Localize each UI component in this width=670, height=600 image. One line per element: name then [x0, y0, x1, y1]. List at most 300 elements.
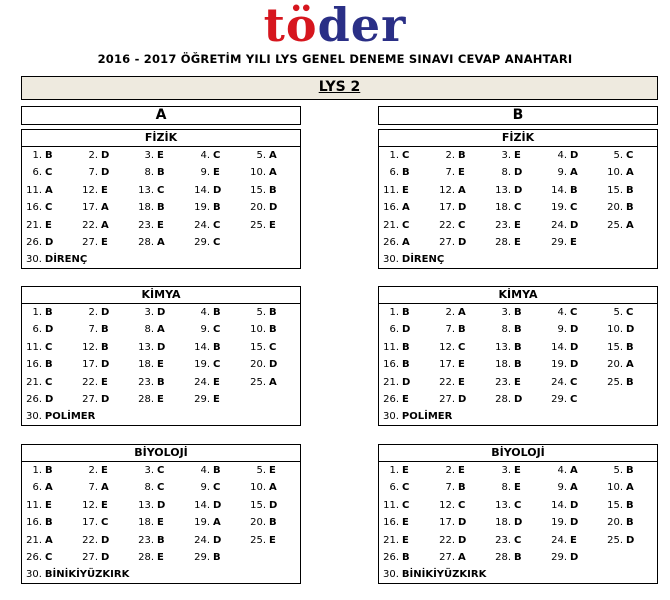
question-number: 3. [144, 150, 154, 161]
answer-cell [379, 234, 435, 251]
section-title: KİMYA [22, 287, 300, 304]
question-number: 30. [26, 569, 42, 581]
answer-letter: D [269, 499, 278, 511]
answer-cell [491, 374, 547, 391]
answer-cell [190, 532, 246, 549]
answer-cell [379, 479, 435, 496]
answer-cell [379, 549, 435, 566]
answer-cell [435, 532, 491, 549]
answer-cell [246, 147, 302, 164]
answer-row [379, 391, 657, 408]
question-number: 14. [551, 184, 567, 196]
answer-cell [190, 182, 246, 199]
answer-letter: E [213, 393, 220, 405]
question-number: 20. [607, 359, 623, 371]
answer-row [379, 462, 657, 479]
open-ended-answer [22, 566, 300, 583]
exam-label: LYS 2 [318, 79, 361, 95]
question-number: 18. [138, 359, 154, 371]
answer-cell [603, 479, 659, 496]
question-number: 21. [383, 219, 399, 231]
section-title: FİZİK [379, 130, 657, 147]
question-number: 6. [389, 167, 399, 179]
question-number: 28. [138, 551, 154, 563]
answer-letter: D [213, 184, 222, 196]
answer-row [22, 532, 300, 549]
answer-cell [379, 147, 435, 164]
answer-letter: E [402, 465, 409, 476]
answer-cell [491, 147, 547, 164]
answer-letter: B [458, 150, 466, 161]
question-number: 25. [250, 534, 266, 546]
answer-cell [78, 182, 134, 199]
answer-letter: D [101, 359, 110, 371]
answer-letter: A [101, 482, 109, 494]
answer-cell [22, 164, 78, 181]
answer-cell [134, 462, 190, 479]
answer-cell [78, 549, 134, 566]
answer-row [22, 462, 300, 479]
answer-letter: A [157, 324, 165, 336]
question-number: 28. [138, 236, 154, 248]
answer-cell [491, 497, 547, 514]
question-number: 9. [200, 167, 210, 179]
answer-letter: C [45, 376, 53, 388]
answer-letter: A [101, 202, 109, 214]
answer-cell [491, 532, 547, 549]
answer-letter: C [157, 184, 165, 196]
question-number: 15. [607, 184, 623, 196]
answer-cell [78, 199, 134, 216]
answer-row [379, 479, 657, 496]
answer-cell [491, 234, 547, 251]
question-number: 27. [82, 236, 98, 248]
answer-letter: C [570, 393, 578, 405]
section-title: BİYOLOJİ [22, 445, 300, 462]
answer-letter: B [157, 376, 165, 388]
answer-cell [246, 479, 302, 496]
question-number: 19. [551, 202, 567, 214]
answer-cell [435, 549, 491, 566]
question-number: 12. [82, 184, 98, 196]
answer-cell [134, 497, 190, 514]
answer-text: POLİMER [401, 411, 453, 423]
question-number: 14. [551, 341, 567, 353]
answer-row [379, 374, 657, 391]
answer-row [22, 514, 300, 531]
answer-letter: B [213, 551, 221, 563]
answer-cell [22, 514, 78, 531]
answer-cell [547, 321, 603, 338]
question-number: 22. [82, 376, 98, 388]
answer-letter: B [157, 167, 165, 179]
answer-letter: E [101, 376, 108, 388]
answer-row [379, 339, 657, 356]
answer-cell [78, 497, 134, 514]
question-number: 19. [194, 517, 210, 529]
answer-cell [134, 164, 190, 181]
question-number: 5. [256, 465, 266, 476]
answer-cell [435, 497, 491, 514]
question-number: 11. [26, 341, 42, 353]
question-number: 19. [551, 517, 567, 529]
answer-letter: C [514, 499, 522, 511]
question-number: 27. [439, 393, 455, 405]
answer-cell [134, 532, 190, 549]
answer-letter: D [458, 202, 467, 214]
question-number: 29. [551, 551, 567, 563]
question-number: 13. [495, 499, 511, 511]
question-number: 18. [495, 202, 511, 214]
answer-cell [547, 147, 603, 164]
answer-cell [78, 391, 134, 408]
question-number: 7. [88, 482, 98, 494]
question-number: 27. [82, 393, 98, 405]
question-number: 9. [557, 482, 567, 494]
question-number: 3. [501, 307, 511, 318]
answer-cell [190, 514, 246, 531]
question-number: 26. [26, 236, 42, 248]
answer-cell [78, 304, 134, 321]
answer-cell [78, 234, 134, 251]
question-number: 10. [607, 482, 623, 494]
answer-cell [547, 549, 603, 566]
answer-letter: E [101, 465, 108, 476]
answer-cell [190, 391, 246, 408]
answer-letter: C [458, 219, 466, 231]
answer-cell [603, 147, 659, 164]
answer-cell [379, 164, 435, 181]
question-number: 15. [250, 499, 266, 511]
question-number: 23. [495, 219, 511, 231]
answer-cell [134, 304, 190, 321]
question-number: 18. [138, 517, 154, 529]
answer-row [379, 234, 657, 251]
answer-cell [603, 374, 659, 391]
answer-cell [22, 497, 78, 514]
question-number: 13. [138, 341, 154, 353]
answer-cell [379, 199, 435, 216]
answer-letter: C [626, 150, 634, 161]
answer-cell [246, 199, 302, 216]
answer-cell [379, 356, 435, 373]
answer-letter: E [157, 517, 164, 529]
answer-cell [22, 532, 78, 549]
answer-cell [134, 391, 190, 408]
answer-cell [246, 532, 302, 549]
answer-letter: C [402, 482, 410, 494]
question-number: 15. [607, 341, 623, 353]
answer-letter: E [157, 393, 164, 405]
question-number: 29. [551, 236, 567, 248]
answer-row [22, 164, 300, 181]
answer-cell [190, 199, 246, 216]
answer-letter: B [626, 341, 634, 353]
answer-cell [379, 374, 435, 391]
answer-row [379, 304, 657, 321]
question-number: 23. [495, 534, 511, 546]
question-number: 7. [88, 324, 98, 336]
answer-letter: B [570, 184, 578, 196]
answer-letter: C [514, 534, 522, 546]
answer-cell [22, 304, 78, 321]
question-number: 20. [250, 517, 266, 529]
section-title: BİYOLOJİ [379, 445, 657, 462]
question-number: 4. [557, 150, 567, 161]
answer-cell [491, 479, 547, 496]
question-number: 4. [200, 150, 210, 161]
question-number: 1. [32, 307, 42, 318]
answer-text: BİNİKİYÜZKIRK [44, 569, 130, 581]
answer-letter: D [570, 499, 579, 511]
answer-cell [379, 532, 435, 549]
answer-letter: A [570, 482, 578, 494]
answer-letter: D [570, 324, 579, 336]
answer-letter: B [157, 534, 165, 546]
answer-cell [134, 356, 190, 373]
answer-cell [22, 356, 78, 373]
answer-cell [78, 462, 134, 479]
answer-cell [435, 514, 491, 531]
question-number: 20. [250, 359, 266, 371]
question-number: 22. [82, 534, 98, 546]
answer-letter: E [458, 465, 465, 476]
answer-letter: D [458, 236, 467, 248]
answer-letter: A [626, 482, 634, 494]
answer-letter: B [514, 551, 522, 563]
question-number: 12. [439, 499, 455, 511]
answer-grid [379, 147, 657, 251]
answer-letter: E [101, 499, 108, 511]
question-number: 19. [194, 202, 210, 214]
question-number: 25. [250, 376, 266, 388]
question-number: 24. [551, 219, 567, 231]
answer-cell [435, 462, 491, 479]
question-number: 12. [82, 499, 98, 511]
answer-cell [379, 321, 435, 338]
question-number: 23. [138, 219, 154, 231]
question-number: 12. [439, 341, 455, 353]
question-number: 5. [256, 150, 266, 161]
answer-cell [78, 147, 134, 164]
question-number: 4. [200, 465, 210, 476]
answer-cell [78, 514, 134, 531]
exam-header [21, 76, 658, 100]
answer-cell [22, 321, 78, 338]
answer-letter: B [402, 167, 410, 179]
answer-cell [246, 217, 302, 234]
answer-letter: D [570, 517, 579, 529]
answer-letter: C [458, 499, 466, 511]
answer-box-b-biyoloji [378, 444, 658, 584]
answer-row [22, 549, 300, 566]
answer-letter: C [402, 150, 410, 161]
answer-letter: A [402, 202, 410, 214]
answer-letter: D [570, 341, 579, 353]
answer-letter: D [626, 534, 635, 546]
answer-cell [246, 182, 302, 199]
answer-letter: A [269, 167, 277, 179]
question-number: 4. [200, 307, 210, 318]
answer-box-a-fizik [21, 129, 301, 269]
answer-cell [603, 356, 659, 373]
answer-cell [78, 339, 134, 356]
question-number: 16. [383, 517, 399, 529]
question-number: 3. [501, 150, 511, 161]
answer-letter: E [514, 236, 521, 248]
question-number: 15. [607, 499, 623, 511]
answer-cell [190, 497, 246, 514]
question-number: 20. [250, 202, 266, 214]
answer-letter: A [269, 376, 277, 388]
question-number: 29. [194, 393, 210, 405]
answer-letter: E [157, 150, 164, 161]
answer-cell [603, 462, 659, 479]
question-number: 8. [501, 324, 511, 336]
question-number: 6. [389, 324, 399, 336]
question-number: 17. [82, 359, 98, 371]
answer-row [22, 321, 300, 338]
answer-cell [491, 182, 547, 199]
question-number: 6. [32, 324, 42, 336]
question-number: 27. [439, 236, 455, 248]
question-number: 5. [613, 307, 623, 318]
answer-cell [134, 479, 190, 496]
answer-letter: D [458, 393, 467, 405]
answer-letter: E [157, 359, 164, 371]
question-number: 21. [383, 376, 399, 388]
question-number: 6. [32, 482, 42, 494]
answer-cell [246, 497, 302, 514]
open-ended-answer [379, 251, 657, 268]
answer-letter: B [269, 517, 277, 529]
answer-cell [547, 339, 603, 356]
answer-letter: C [570, 202, 578, 214]
answer-letter: C [514, 202, 522, 214]
answer-cell [190, 356, 246, 373]
answer-letter: E [101, 184, 108, 196]
answer-cell [547, 391, 603, 408]
answer-cell [603, 532, 659, 549]
question-number: 21. [383, 534, 399, 546]
answer-row [379, 147, 657, 164]
answer-grid [22, 304, 300, 408]
question-number: 21. [26, 534, 42, 546]
question-number: 8. [144, 167, 154, 179]
answer-letter: E [269, 534, 276, 546]
answer-letter: E [402, 517, 409, 529]
answer-letter: B [45, 307, 53, 318]
answer-cell [435, 339, 491, 356]
answer-cell [22, 217, 78, 234]
answer-cell [134, 147, 190, 164]
question-number: 13. [138, 184, 154, 196]
answer-letter: C [157, 482, 165, 494]
answer-cell [491, 217, 547, 234]
question-number: 5. [256, 307, 266, 318]
answer-text: BİNİKİYÜZKIRK [401, 569, 487, 581]
question-number: 6. [32, 167, 42, 179]
answer-cell [547, 462, 603, 479]
answer-cell [134, 339, 190, 356]
answer-letter: B [213, 465, 221, 476]
question-number: 24. [551, 534, 567, 546]
question-number: 14. [194, 499, 210, 511]
answer-letter: B [402, 359, 410, 371]
answer-cell [603, 321, 659, 338]
answer-row [379, 199, 657, 216]
answer-cell [491, 199, 547, 216]
answer-letter: D [101, 150, 110, 161]
answer-cell [491, 549, 547, 566]
answer-row [22, 304, 300, 321]
question-number: 22. [82, 219, 98, 231]
answer-cell [547, 497, 603, 514]
answer-cell [435, 356, 491, 373]
question-number: 30. [26, 411, 42, 423]
answer-letter: D [157, 499, 166, 511]
answer-letter: D [458, 517, 467, 529]
answer-letter: D [101, 167, 110, 179]
section-title: FİZİK [22, 130, 300, 147]
answer-letter: D [45, 324, 54, 336]
question-number: 1. [389, 307, 399, 318]
answer-cell [246, 339, 302, 356]
answer-cell [547, 356, 603, 373]
answer-letter: B [402, 307, 410, 318]
question-number: 26. [383, 236, 399, 248]
answer-letter: B [45, 517, 53, 529]
answer-cell [190, 549, 246, 566]
answer-letter: B [458, 324, 466, 336]
question-number: 16. [26, 202, 42, 214]
answer-cell [547, 164, 603, 181]
question-number: 1. [32, 150, 42, 161]
answer-cell [491, 304, 547, 321]
question-number: 2. [88, 150, 98, 161]
question-number: 22. [439, 219, 455, 231]
question-number: 7. [445, 167, 455, 179]
answer-cell [246, 321, 302, 338]
answer-letter: D [157, 341, 166, 353]
answer-grid [22, 462, 300, 566]
question-number: 17. [439, 359, 455, 371]
answer-cell [134, 199, 190, 216]
answer-letter: A [45, 184, 53, 196]
answer-cell [190, 217, 246, 234]
answer-letter: B [402, 551, 410, 563]
answer-cell [246, 374, 302, 391]
answer-letter: C [402, 219, 410, 231]
answer-cell [435, 199, 491, 216]
answer-letter: E [45, 219, 52, 231]
answer-letter: E [213, 376, 220, 388]
question-number: 24. [551, 376, 567, 388]
answer-cell [435, 147, 491, 164]
answer-row [22, 391, 300, 408]
answer-letter: C [458, 341, 466, 353]
answer-cell [190, 374, 246, 391]
answer-cell [22, 199, 78, 216]
question-number: 1. [389, 465, 399, 476]
answer-letter: C [101, 517, 109, 529]
answer-text: DİRENÇ [401, 254, 445, 266]
question-number: 24. [194, 376, 210, 388]
question-number: 27. [439, 551, 455, 563]
answer-letter: E [101, 236, 108, 248]
answer-cell [379, 462, 435, 479]
answer-row [22, 147, 300, 164]
